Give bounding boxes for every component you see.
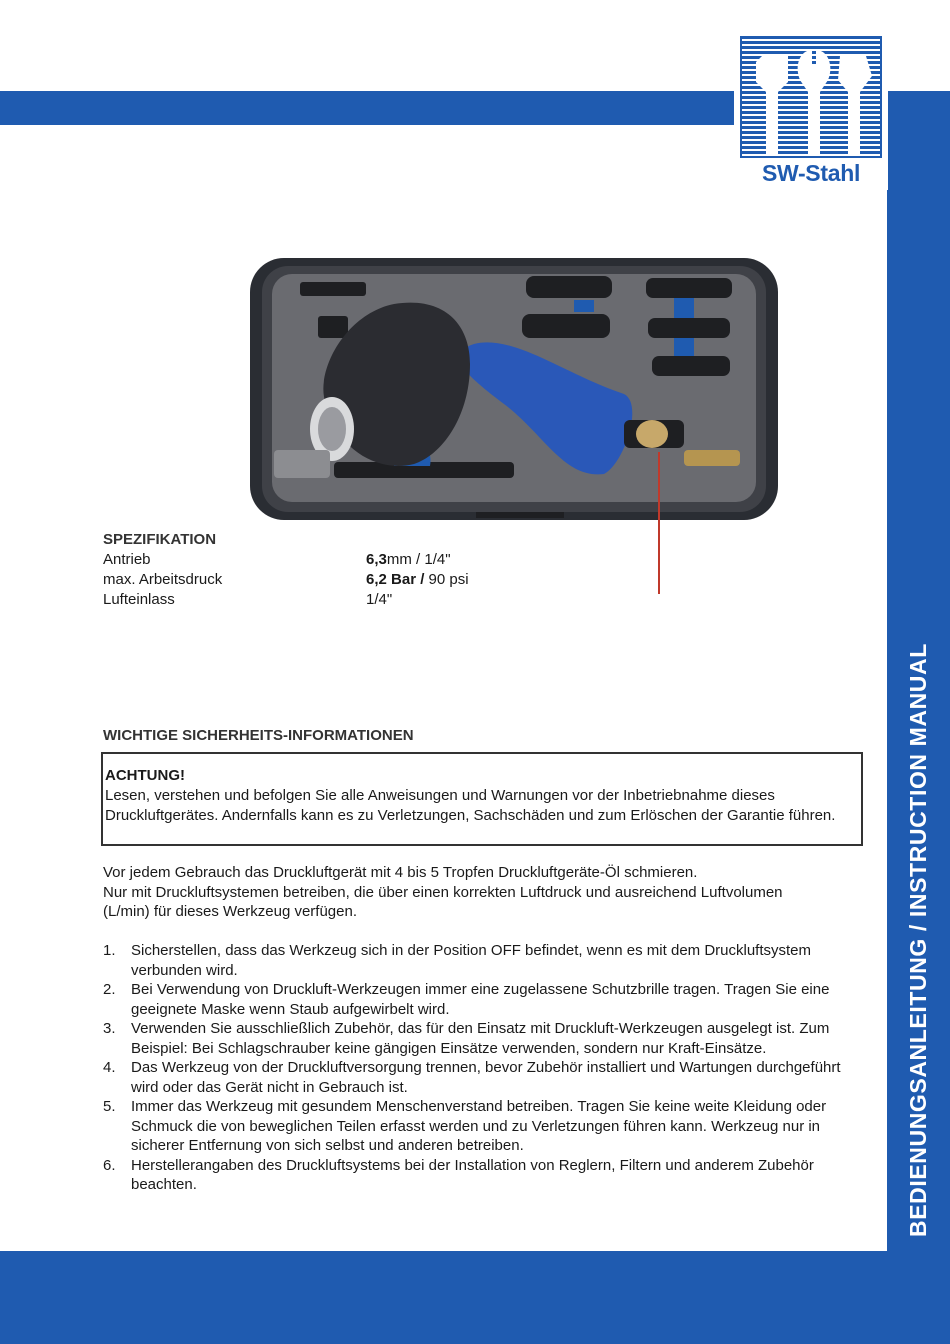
spec-value: 1/4": [366, 591, 393, 608]
callout-line: [658, 452, 660, 594]
product-photo: [244, 254, 784, 524]
wrench-logo-icon: [740, 36, 882, 158]
list-item: 6. Herstellerangaben des Druckluftsystems bei der Installation von Reglern, Filtern und anderem Zubehör beachten.: [103, 1156, 814, 1193]
spec-title: SPEZIFIKATION: [103, 531, 217, 548]
list-item: 2. Bei Verwendung von Druckluft-Werkzeugen immer eine zugelassene Schutzbrille tragen. Tragen Sie eine geeignete Maske wenn Staub aufgewirbelt wird.: [103, 981, 830, 1018]
intro-line: Vor jedem Gebrauch das Druckluftgerät mit 4 bis 5 Tropfen Druckluftgeräte-Öl schmieren.: [103, 864, 698, 881]
list-item: 4. Das Werkzeug von der Druckluftversorgung trennen, bevor Zubehör installiert und Wartungen durchgeführt wird oder das Gerät nicht in Gebrauch ist.: [103, 1059, 841, 1096]
spec-label: Lufteinlass: [103, 591, 175, 608]
brand-logo: [734, 30, 888, 190]
warning-head: ACHTUNG!: [105, 767, 185, 784]
brand-name: SW-Stahl: [761, 160, 861, 186]
intro-line: Nur mit Druckluftsystemen betreiben, die über einen korrekten Luftdruck und ausreichend Luftvolumen (L/min) für dieses Werkzeug verfügen.: [103, 883, 783, 920]
list-item: 5. Immer das Werkzeug mit gesundem Menschenverstand betreiben. Tragen Sie keine weite Kleidung oder Schmuck die von beweglichen Teilen erfasst werden und zu Verletzungen führen kann. Werkzeug nur in sicherer Entfernung von sich selbst und anderen betreiben.: [103, 1098, 827, 1154]
list-item: 1. Sicherstellen, dass das Werkzeug sich in der Position OFF befindet, wenn es mit dem Druckluftsystem verbunden wird.: [103, 942, 812, 979]
side-title: BEDIENUNGSANLEITUNG / INSTRUCTION MANUAL: [905, 643, 931, 1237]
spec-label: max. Arbeitsdruck: [103, 571, 223, 588]
warning-text: Lesen, verstehen und befolgen Sie alle Anweisungen und Warnungen vor der Inbetriebnahme dieses Druckluftgerätes. Andernfalls kann es zu Verletzungen, Sachschäden und zum Erlöschen der Garantie führen.: [105, 787, 836, 824]
spec-label: Antrieb: [103, 551, 151, 568]
footer-band: [0, 1251, 950, 1344]
list-item: 3. Verwenden Sie ausschließlich Zubehör, das für den Einsatz mit Druckluft-Werkzeugen ausgelegt ist. Zum Beispiel: Bei Schlagschrauber keine gängigen Einsätze verwenden, sondern nur Kraft-Einsätze.: [103, 1020, 830, 1057]
safety-steps: [103, 941, 853, 1195]
intro-text: [103, 863, 823, 922]
warning-box: [101, 752, 863, 846]
spec-value: 6,2 Bar / 90 psi: [366, 571, 469, 588]
safety-title: WICHTIGE SICHERHEITS-INFORMATIONEN: [103, 727, 414, 744]
spec-value: 6,3mm / 1/4": [366, 551, 451, 568]
